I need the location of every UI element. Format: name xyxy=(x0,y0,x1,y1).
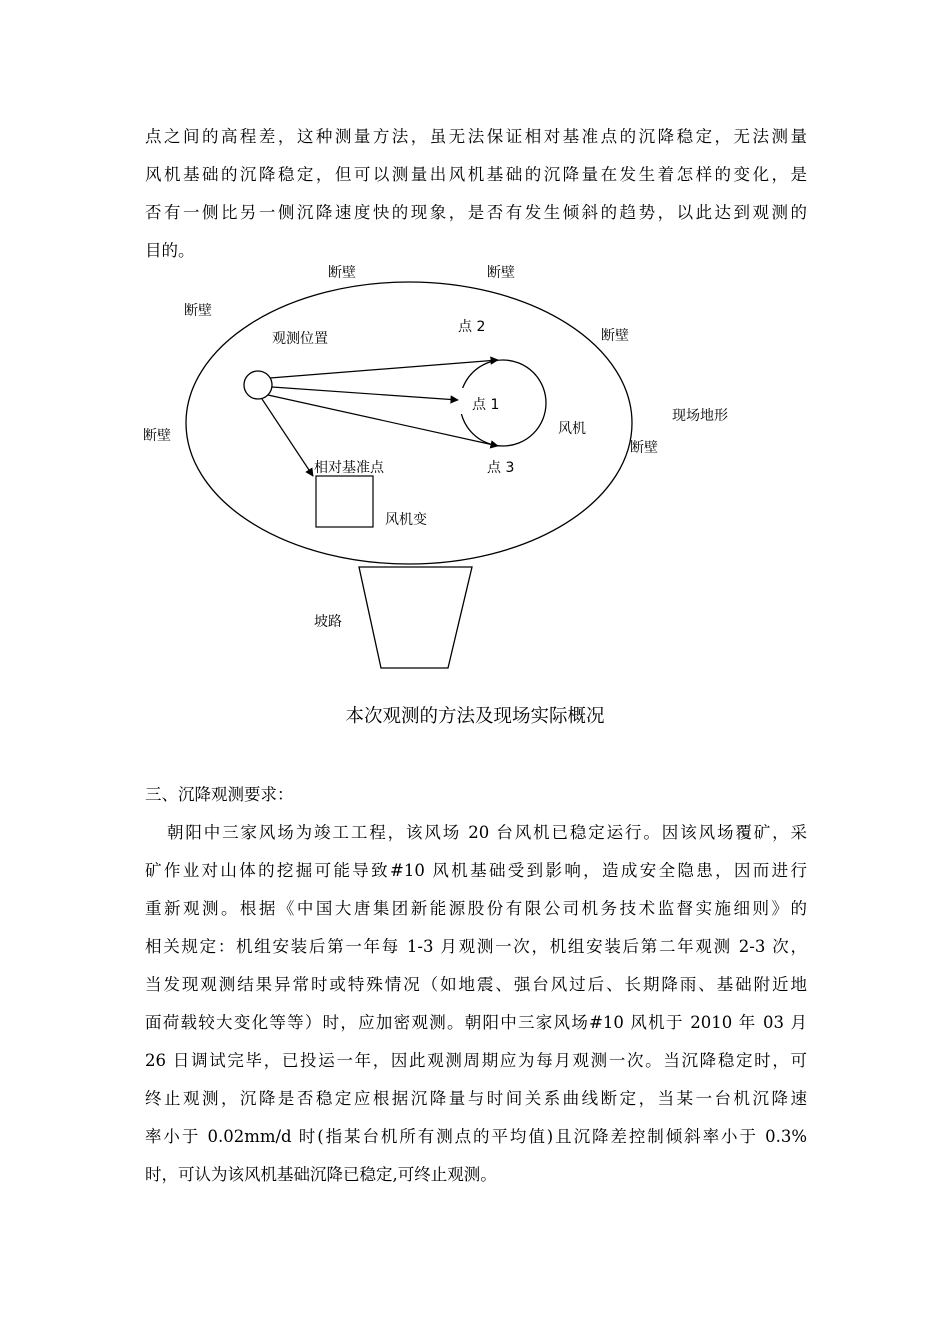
label-reference-point: 相对基准点 xyxy=(314,460,384,476)
label-point-3: 点 3 xyxy=(487,460,515,476)
arrow-to-reference-point xyxy=(262,399,313,476)
text-line: 时，可认为该风机基础沉降已稳定,可终止观测。 xyxy=(145,1165,497,1184)
foundation-gap xyxy=(459,388,469,414)
figure-caption: 本次观测的方法及现场实际概况 xyxy=(345,706,605,727)
text-line: 风机基础的沉降稳定，但可以测量出风机基础的沉降量在发生着怎样的变化，是 xyxy=(145,165,807,184)
text-line: 当发现观测结果异常时或特殊情况（如地震、强台风过后、长期降雨、基础附近地 xyxy=(145,975,807,994)
label-cliff-lower-right: 断壁 xyxy=(630,440,658,456)
slope-road-trapezoid xyxy=(359,567,472,668)
arrow-to-point2 xyxy=(270,360,498,378)
text-line: 朝阳中三家风场为竣工工程，该风场 20 台风机已稳定运行。因该风场覆矿，采 xyxy=(167,823,807,842)
text-line: 目的。 xyxy=(145,241,195,260)
text-line: 否有一侧比另一侧沉降速度快的现象，是否有发生倾斜的趋势，以此达到观测的 xyxy=(145,203,807,222)
text-line: 相关规定：机组安装后第一年每 1-3 月观测一次，机组安装后第二年观测 2-3 次， xyxy=(145,937,807,956)
label-point-1: 点 1 xyxy=(472,397,500,413)
label-cliff-top-left: 断壁 xyxy=(328,265,356,281)
label-wind-turbine: 风机 xyxy=(558,421,586,437)
text-line: 终止观测，沉降是否稳定应根据沉降量与时间关系曲线断定，当某一台机沉降速 xyxy=(145,1089,807,1108)
label-site-terrain: 现场地形 xyxy=(672,408,728,424)
site-diagram xyxy=(0,255,950,680)
label-slope-road: 坡路 xyxy=(314,614,342,630)
label-turbine-transformer: 风机变 xyxy=(385,512,427,528)
text-line: 点之间的高程差，这种测量方法，虽无法保证相对基准点的沉降稳定，无法测量 xyxy=(145,127,807,146)
observation-position-circle xyxy=(244,371,272,399)
arrow-to-point1 xyxy=(272,387,458,400)
label-cliff-right: 断壁 xyxy=(601,328,629,344)
label-point-2: 点 2 xyxy=(458,319,486,335)
text-line: 重新观测。根据《中国大唐集团新能源股份有限公司机务技术监督实施细则》的 xyxy=(145,899,807,918)
section-heading: 三、沉降观测要求： xyxy=(145,785,294,804)
label-cliff-top-right: 断壁 xyxy=(487,265,515,281)
label-observation-position: 观测位置 xyxy=(272,331,328,347)
label-cliff-upper-left: 断壁 xyxy=(184,303,212,319)
text-line: 面荷载较大变化等等）时，应加密观测。朝阳中三家风场#10 风机于 2010 年 03 月 xyxy=(145,1013,807,1032)
text-line: 26 日调试完毕，已投运一年，因此观测周期应为每月观测一次。当沉降稳定时，可 xyxy=(145,1051,807,1070)
label-cliff-left: 断壁 xyxy=(143,428,171,444)
text-line: 率小于 0.02mm/d 时(指某台机所有测点的平均值)且沉降差控制倾斜率小于 0.3% xyxy=(145,1127,807,1146)
text-line: 矿作业对山体的挖掘可能导致#10 风机基础受到影响，造成安全隐患，因而进行 xyxy=(145,861,807,880)
turbine-transformer-box xyxy=(316,476,373,527)
